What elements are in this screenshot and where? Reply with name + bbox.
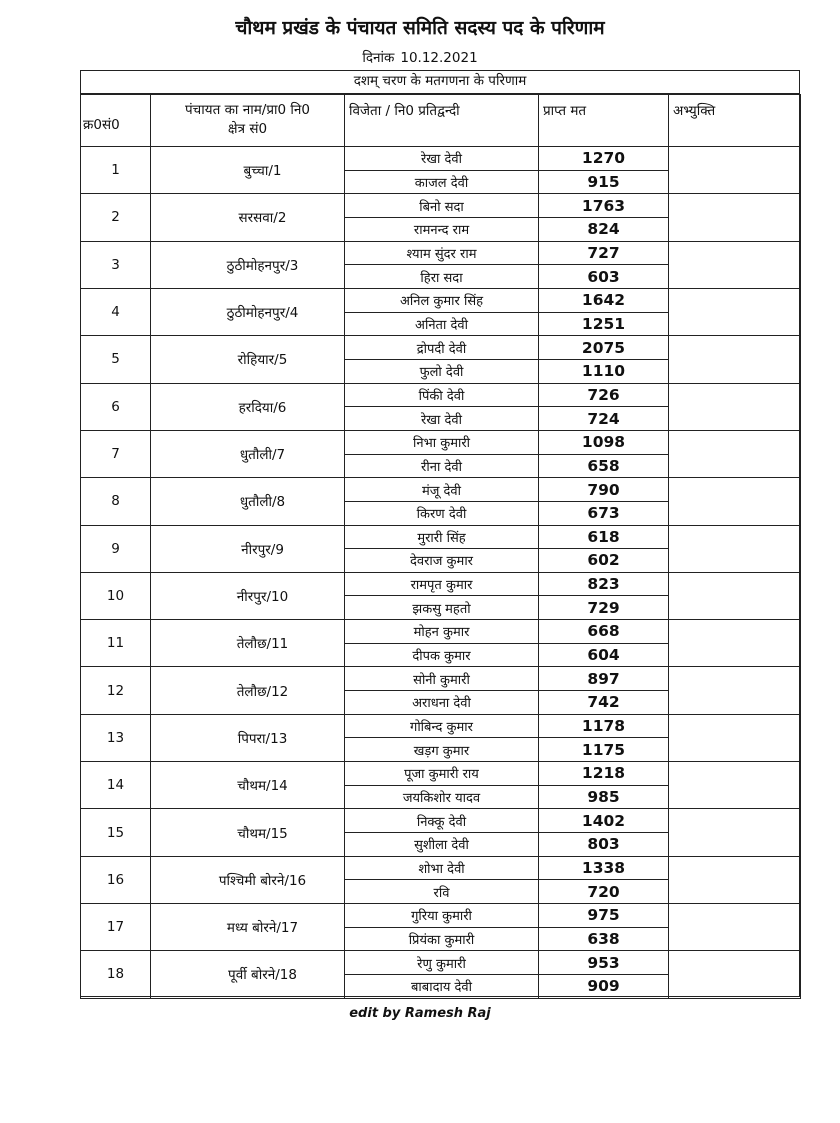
- winner-votes: 668: [539, 620, 669, 644]
- runner-name: सुशीला देवी: [345, 833, 539, 857]
- panchayat-cell: नीरपुर/10: [151, 572, 345, 619]
- serial-cell: 14: [81, 762, 151, 809]
- panchayat-cell: तेलौछ/11: [151, 620, 345, 667]
- date-value: 10.12.2021: [400, 50, 478, 66]
- winner-name: मोहन कुमार: [345, 620, 539, 644]
- table-row: [81, 856, 801, 880]
- runner-name: रवि: [345, 880, 539, 904]
- winner-votes: 823: [539, 572, 669, 596]
- table-header-row: [81, 95, 801, 147]
- header-panchayat: [151, 95, 345, 147]
- panchayat-cell: बुच्चा/1: [151, 147, 345, 194]
- runner-votes: 824: [539, 217, 669, 241]
- runner-name: अनिता देवी: [345, 312, 539, 336]
- runner-votes: 915: [539, 170, 669, 194]
- winner-votes: 1098: [539, 430, 669, 454]
- winner-votes: 953: [539, 951, 669, 975]
- runner-votes: 724: [539, 407, 669, 431]
- serial-cell: 11: [81, 620, 151, 667]
- winner-votes: 1402: [539, 809, 669, 833]
- winner-votes: 1763: [539, 194, 669, 218]
- winner-name: पिंकी देवी: [345, 383, 539, 407]
- winner-votes: 975: [539, 904, 669, 928]
- header-votes: प्राप्त मत: [539, 95, 669, 147]
- winner-name: श्याम सुंदर राम: [345, 241, 539, 265]
- table-row: [81, 478, 801, 502]
- winner-name: पूजा कुमारी राय: [345, 762, 539, 786]
- serial-cell: 5: [81, 336, 151, 383]
- table-row: [81, 525, 801, 549]
- panchayat-cell: चौथम/14: [151, 762, 345, 809]
- winner-name: मुरारी सिंह: [345, 525, 539, 549]
- panchayat-cell: तेलौछ/12: [151, 667, 345, 714]
- serial-cell: 3: [81, 241, 151, 288]
- runner-name: रीना देवी: [345, 454, 539, 478]
- runner-name: दीपक कुमार: [345, 643, 539, 667]
- runner-votes: 909: [539, 974, 669, 998]
- runner-name: बाबादाय देवी: [345, 974, 539, 998]
- serial-cell: 4: [81, 288, 151, 335]
- serial-cell: 1: [81, 147, 151, 194]
- runner-name: अराधना देवी: [345, 691, 539, 715]
- remarks-cell: [669, 478, 801, 525]
- winner-votes: 618: [539, 525, 669, 549]
- footer-credit: edit by Ramesh Raj: [349, 1006, 491, 1021]
- remarks-cell: [669, 147, 801, 194]
- runner-name: रामनन्द राम: [345, 217, 539, 241]
- winner-votes: 1270: [539, 147, 669, 171]
- runner-votes: 638: [539, 927, 669, 951]
- header-panchayat-line1: पंचायत का नाम/प्रा0 नि0: [185, 102, 310, 118]
- runner-votes: 603: [539, 265, 669, 289]
- serial-cell: 13: [81, 714, 151, 761]
- runner-votes: 1110: [539, 359, 669, 383]
- winner-name: बिनो सदा: [345, 194, 539, 218]
- winner-name: रेणु कुमारी: [345, 951, 539, 975]
- remarks-cell: [669, 714, 801, 761]
- serial-cell: 12: [81, 667, 151, 714]
- runner-name: हिरा सदा: [345, 265, 539, 289]
- table-row: [81, 241, 801, 265]
- panchayat-cell: धुतौली/7: [151, 430, 345, 477]
- table-row: [81, 667, 801, 691]
- runner-name: फुलो देवी: [345, 359, 539, 383]
- panchayat-cell: धुतौली/8: [151, 478, 345, 525]
- table-row: [81, 288, 801, 312]
- panchayat-cell: नीरपुर/9: [151, 525, 345, 572]
- remarks-cell: [669, 667, 801, 714]
- table-row: [81, 714, 801, 738]
- remarks-cell: [669, 383, 801, 430]
- runner-votes: 720: [539, 880, 669, 904]
- winner-votes: 790: [539, 478, 669, 502]
- table-row: [81, 430, 801, 454]
- remarks-cell: [669, 856, 801, 903]
- winner-name: सोनी कुमारी: [345, 667, 539, 691]
- remarks-cell: [669, 620, 801, 667]
- phase-heading: दशम् चरण के मतगणना के परिणाम: [80, 70, 800, 94]
- header-serial: क्र0सं0: [81, 95, 151, 147]
- serial-cell: 16: [81, 856, 151, 903]
- runner-name: रेखा देवी: [345, 407, 539, 431]
- remarks-cell: [669, 951, 801, 998]
- remarks-cell: [669, 430, 801, 477]
- runner-votes: 602: [539, 549, 669, 573]
- header-remarks: अभ्युक्ति: [669, 95, 801, 147]
- table-row: [81, 809, 801, 833]
- remarks-cell: [669, 762, 801, 809]
- runner-votes: 1251: [539, 312, 669, 336]
- panchayat-cell: चौथम/15: [151, 809, 345, 856]
- winner-votes: 726: [539, 383, 669, 407]
- runner-votes: 658: [539, 454, 669, 478]
- remarks-cell: [669, 241, 801, 288]
- serial-cell: 15: [81, 809, 151, 856]
- runner-votes: 604: [539, 643, 669, 667]
- panchayat-cell: ठुठीमोहनपुर/4: [151, 288, 345, 335]
- panchayat-cell: सरसवा/2: [151, 194, 345, 241]
- header-panchayat-line2: क्षेत्र सं0: [227, 121, 268, 137]
- table-row: [81, 336, 801, 360]
- table-row: [81, 762, 801, 786]
- winner-votes: 1218: [539, 762, 669, 786]
- runner-votes: 1175: [539, 738, 669, 762]
- serial-cell: 8: [81, 478, 151, 525]
- remarks-cell: [669, 336, 801, 383]
- winner-name: द्रोपदी देवी: [345, 336, 539, 360]
- remarks-cell: [669, 525, 801, 572]
- runner-votes: 985: [539, 785, 669, 809]
- winner-votes: 1178: [539, 714, 669, 738]
- table-row: [81, 194, 801, 218]
- date-label: दिनांक: [362, 50, 395, 66]
- winner-name: शोभा देवी: [345, 856, 539, 880]
- table-row: [81, 572, 801, 596]
- runner-votes: 803: [539, 833, 669, 857]
- serial-cell: 10: [81, 572, 151, 619]
- serial-cell: 18: [81, 951, 151, 998]
- panchayat-cell: पूर्वी बोरने/18: [151, 951, 345, 998]
- serial-cell: 17: [81, 904, 151, 951]
- panchayat-cell: हरदिया/6: [151, 383, 345, 430]
- winner-name: मंजू देवी: [345, 478, 539, 502]
- runner-name: प्रियंका कुमारी: [345, 927, 539, 951]
- winner-name: निभा कुमारी: [345, 430, 539, 454]
- results-table: [80, 94, 801, 999]
- winner-name: गुरिया कुमारी: [345, 904, 539, 928]
- winner-name: अनिल कुमार सिंह: [345, 288, 539, 312]
- winner-votes: 2075: [539, 336, 669, 360]
- runner-name: झकसु महतो: [345, 596, 539, 620]
- panchayat-cell: मध्य बोरने/17: [151, 904, 345, 951]
- winner-votes: 897: [539, 667, 669, 691]
- runner-name: खड़ग कुमार: [345, 738, 539, 762]
- serial-cell: 2: [81, 194, 151, 241]
- runner-name: देवराज कुमार: [345, 549, 539, 573]
- date-line: [0, 48, 840, 66]
- remarks-cell: [669, 809, 801, 856]
- header-candidate: विजेता / नि0 प्रतिद्वन्दी: [345, 95, 539, 147]
- winner-votes: 727: [539, 241, 669, 265]
- winner-name: रामपृत कुमार: [345, 572, 539, 596]
- serial-cell: 9: [81, 525, 151, 572]
- runner-name: जयकिशोर यादव: [345, 785, 539, 809]
- winner-name: गोबिन्द कुमार: [345, 714, 539, 738]
- table-row: [81, 620, 801, 644]
- runner-name: काजल देवी: [345, 170, 539, 194]
- winner-votes: 1338: [539, 856, 669, 880]
- runner-votes: 742: [539, 691, 669, 715]
- winner-votes: 1642: [539, 288, 669, 312]
- remarks-cell: [669, 904, 801, 951]
- serial-cell: 7: [81, 430, 151, 477]
- runner-votes: 673: [539, 501, 669, 525]
- remarks-cell: [669, 572, 801, 619]
- runner-votes: 729: [539, 596, 669, 620]
- remarks-cell: [669, 288, 801, 335]
- table-row: [81, 904, 801, 928]
- table-row: [81, 383, 801, 407]
- table-row: [81, 951, 801, 975]
- panchayat-cell: पश्चिमी बोरने/16: [151, 856, 345, 903]
- panchayat-cell: ठुठीमोहनपुर/3: [151, 241, 345, 288]
- serial-cell: 6: [81, 383, 151, 430]
- winner-name: रेखा देवी: [345, 147, 539, 171]
- runner-name: किरण देवी: [345, 501, 539, 525]
- panchayat-cell: पिपरा/13: [151, 714, 345, 761]
- panchayat-cell: रोहियार/5: [151, 336, 345, 383]
- table-row: [81, 147, 801, 171]
- winner-name: निक्कू देवी: [345, 809, 539, 833]
- page-title: चौथम प्रखंड के पंचायत समिति सदस्य पद के परिणाम: [235, 17, 605, 39]
- table-body: [81, 147, 801, 999]
- remarks-cell: [669, 194, 801, 241]
